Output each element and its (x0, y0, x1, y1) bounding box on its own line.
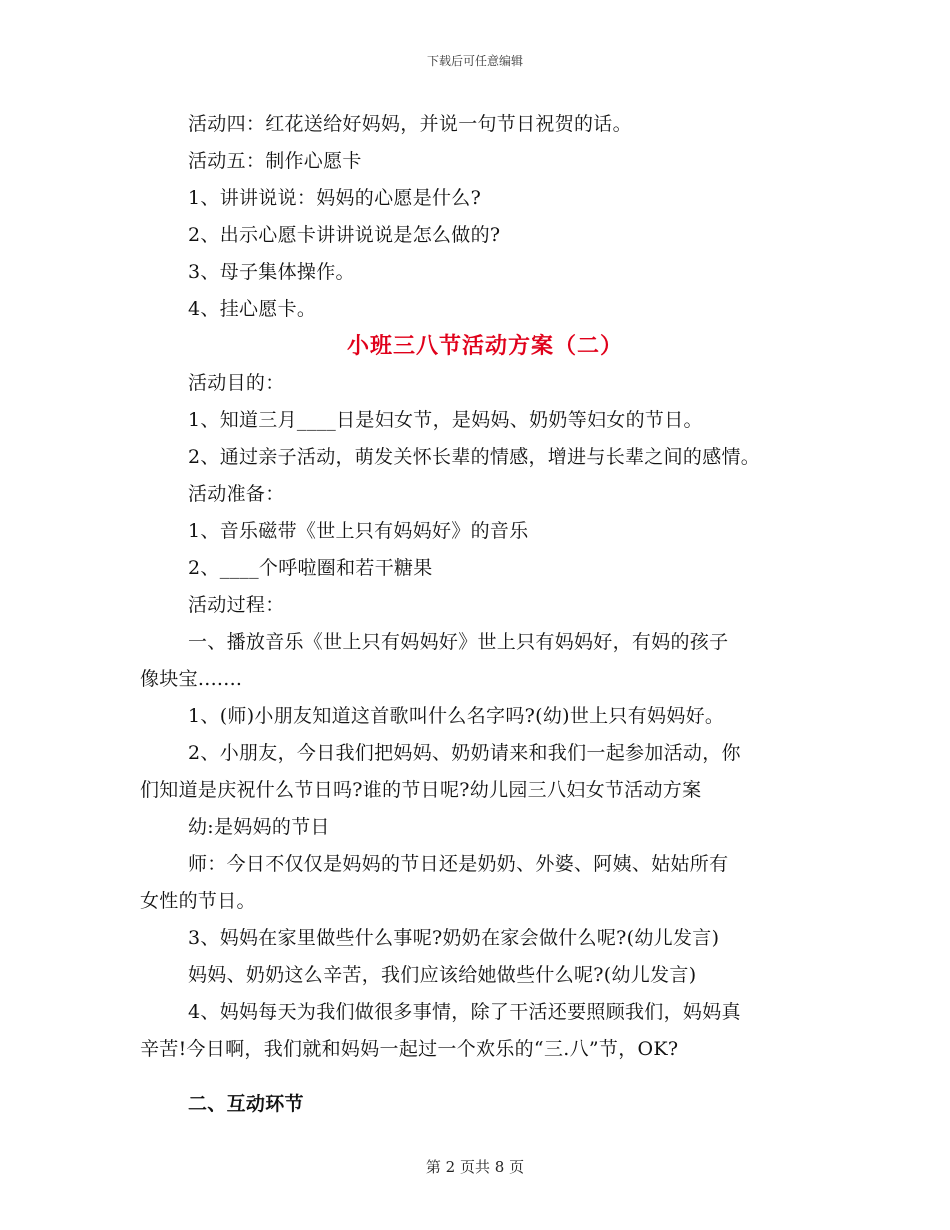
list-item: 4、挂心愿卡。 (188, 298, 317, 320)
paragraph-continuation: 女性的节日。 (140, 890, 256, 912)
document-body (140, 106, 830, 1123)
list-item: 3、妈妈在家里做些什么事呢?奶奶在家会做什么呢?(幼儿发言) (188, 927, 720, 949)
list-item: 4、妈妈每天为我们做很多事情，除了干活还要照顾我们，妈妈真 (188, 1001, 741, 1023)
list-item: 2、____个呼啦圈和若干糖果 (188, 557, 433, 579)
paragraph-continuation: 像块宝....... (140, 668, 243, 690)
list-item: 2、小朋友，今日我们把妈妈、奶奶请来和我们一起参加活动，你 (188, 742, 741, 764)
subheading: 活动目的： (188, 372, 285, 394)
paragraph: 活动五：制作心愿卡 (188, 150, 362, 172)
paragraph: 一、播放音乐《世上只有妈妈好》世上只有妈妈好，有妈的孩子 (188, 631, 729, 653)
paragraph: 活动四：红花送给好妈妈，并说一句节日祝贺的话。 (188, 113, 632, 135)
section-heading: 二、互动环节 (188, 1093, 304, 1115)
page-footer: 第 2 页共 8 页 (425, 1158, 525, 1176)
list-item: 1、(师)小朋友知道这首歌叫什么名字吗?(幼)世上只有妈妈好。 (188, 705, 725, 727)
paragraph-continuation: 辛苦!今日啊，我们就和妈妈一起过一个欢乐的“三.八”节，OK? (140, 1038, 679, 1060)
spacer (140, 1068, 830, 1086)
paragraph: 幼:是妈妈的节日 (188, 816, 330, 838)
paragraph-continuation: 们知道是庆祝什么节日吗?谁的节日呢?幼儿园三八妇女节活动方案 (140, 779, 702, 801)
list-item: 3、母子集体操作。 (188, 261, 355, 283)
subheading: 活动过程： (188, 594, 285, 616)
list-item: 2、通过亲子活动，萌发关怀长辈的情感，增进与长辈之间的感情。 (188, 446, 761, 468)
page-header: 下载后可任意编辑 (426, 54, 523, 68)
list-item: 2、出示心愿卡讲讲说说是怎么做的? (188, 224, 501, 246)
section-title: 小班三八节活动方案（二） (346, 333, 623, 359)
list-item: 1、知道三月____日是妇女节，是妈妈、奶奶等妇女的节日。 (188, 409, 703, 431)
list-item: 1、讲讲说说：妈妈的心愿是什么? (188, 187, 482, 209)
list-item: 1、音乐磁带《世上只有妈妈好》的音乐 (188, 520, 529, 542)
subheading: 活动准备： (188, 483, 285, 505)
paragraph: 师：今日不仅仅是妈妈的节日还是奶奶、外婆、阿姨、姑姑所有 (188, 853, 729, 875)
paragraph: 妈妈、奶奶这么辛苦，我们应该给她做些什么呢?(幼儿发言) (188, 964, 697, 986)
